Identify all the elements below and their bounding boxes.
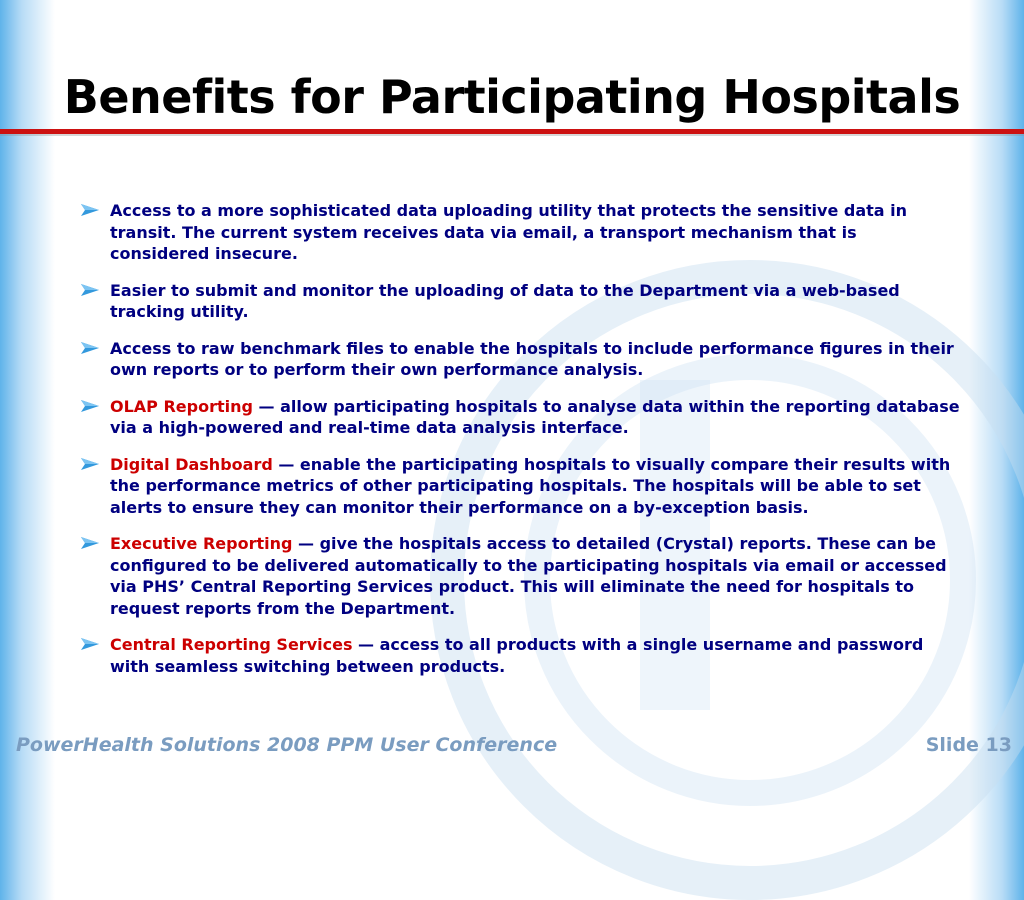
blue-arrow-bullet-icon bbox=[80, 399, 100, 413]
blue-arrow-bullet-icon bbox=[80, 457, 100, 471]
bullet-item bbox=[80, 533, 960, 619]
bullet-highlight-executive-reporting: Executive Reporting bbox=[110, 534, 293, 553]
bullet-list bbox=[80, 200, 960, 692]
bullet-highlight-digital-dashboard: Digital Dashboard bbox=[110, 454, 273, 474]
bullet-text: — access to all products with a single username and password with seamless switching between products. bbox=[110, 635, 924, 676]
bullet-highlight-olap-reporting: OLAP Reporting bbox=[110, 396, 253, 416]
blue-arrow-bullet-icon bbox=[80, 283, 100, 297]
slide-title: Benefits for Participating Hospitals bbox=[63, 70, 961, 124]
bullet-item bbox=[80, 280, 960, 323]
blue-arrow-bullet-icon bbox=[80, 203, 100, 217]
bullet-highlight-central-reporting-services: Central Reporting Services bbox=[110, 635, 353, 654]
bullet-text: Access to a more sophisticated data uploading utility that protects the sensitive data in transit. The current system receives data via email, a transport mechanism that is considered insecure. bbox=[110, 201, 908, 263]
bullet-text: Easier to submit and monitor the uploading of data to the Department via a web-based tracking utility. bbox=[110, 280, 900, 321]
bullet-text: Access to raw benchmark files to enable the hospitals to include performance figures in their own reports or to perform their own performance analysis. bbox=[110, 338, 954, 379]
bullet-item bbox=[80, 338, 960, 381]
bullet-text: — give the hospitals access to detailed (Crystal) reports. These can be configured to be delivered automatically to the participating hospitals via email or accessed via PHS’ Central Reporting Services product. This will eliminate the need for hospitals to request reports from the Department. bbox=[110, 534, 947, 618]
title-divider bbox=[0, 129, 1024, 134]
footer-slide-number: Slide 13 bbox=[925, 734, 1012, 756]
bullet-item bbox=[80, 396, 960, 439]
blue-arrow-bullet-icon bbox=[80, 637, 100, 651]
bullet-text: — enable the participating hospitals to visually compare their results with the performance metrics of other participating hospitals. The hospitals will be able to set alerts to ensure they can monitor their performance on a by-exception basis. bbox=[110, 454, 951, 517]
blue-arrow-bullet-icon bbox=[80, 341, 100, 355]
footer-conference-name: PowerHealth Solutions 2008 PPM User Conference bbox=[16, 734, 558, 756]
bullet-item bbox=[80, 634, 960, 677]
bullet-item bbox=[80, 200, 960, 265]
blue-arrow-bullet-icon bbox=[80, 536, 100, 550]
bullet-text: — allow participating hospitals to analyse data within the reporting database via a high-powered and real-time data analysis interface. bbox=[110, 396, 960, 437]
bullet-item bbox=[80, 454, 960, 519]
